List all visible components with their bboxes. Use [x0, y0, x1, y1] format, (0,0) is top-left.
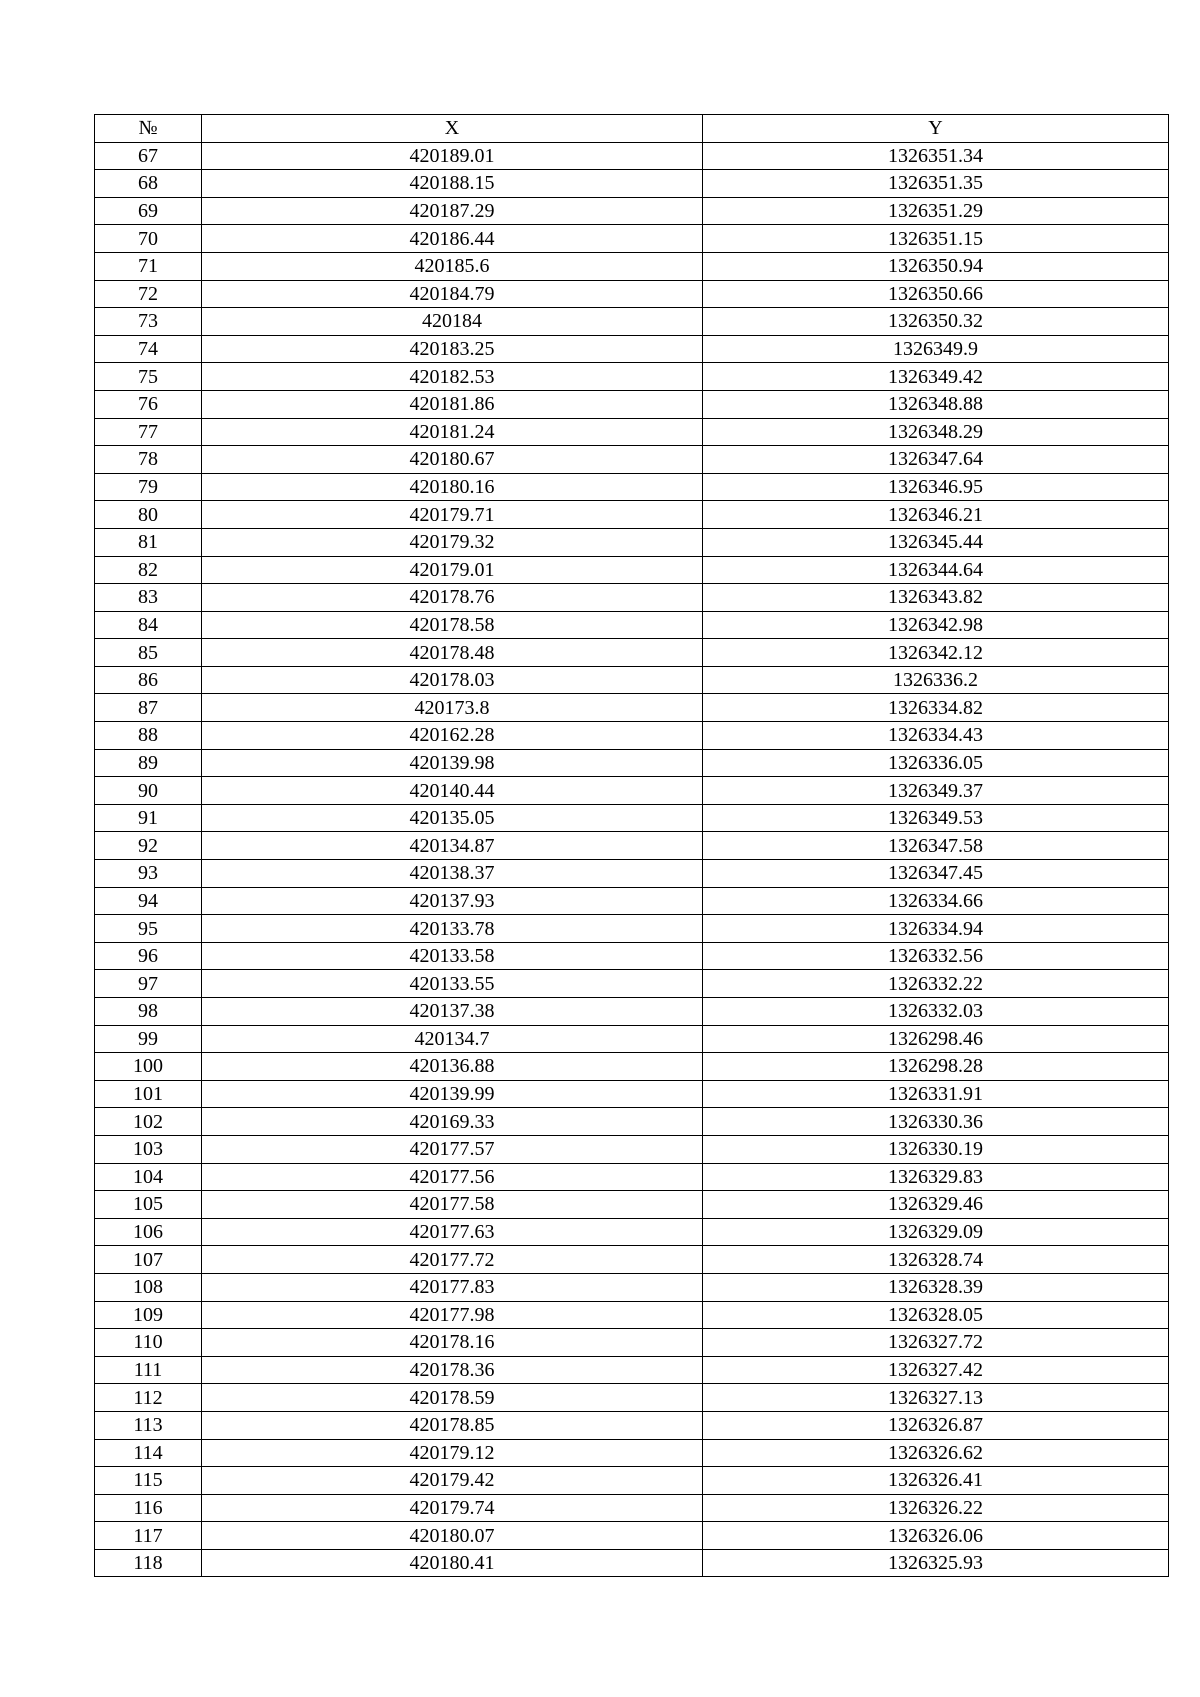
cell-y: 1326329.46 — [703, 1191, 1169, 1219]
table-row — [95, 1246, 1169, 1274]
cell-y: 1326326.41 — [703, 1467, 1169, 1495]
cell-x: 420178.16 — [202, 1329, 703, 1357]
table-row — [95, 1467, 1169, 1495]
cell-y: 1326350.66 — [703, 280, 1169, 308]
cell-number: 103 — [95, 1135, 202, 1163]
cell-number: 116 — [95, 1494, 202, 1522]
cell-number: 79 — [95, 473, 202, 501]
cell-x: 420179.71 — [202, 501, 703, 529]
cell-number: 75 — [95, 363, 202, 391]
cell-y: 1326330.19 — [703, 1135, 1169, 1163]
cell-number: 113 — [95, 1411, 202, 1439]
cell-number: 76 — [95, 390, 202, 418]
table-row — [95, 528, 1169, 556]
cell-x: 420134.7 — [202, 1025, 703, 1053]
cell-x: 420133.55 — [202, 970, 703, 998]
cell-y: 1326346.21 — [703, 501, 1169, 529]
table-body — [95, 142, 1169, 1577]
cell-y: 1326332.56 — [703, 942, 1169, 970]
cell-x: 420162.28 — [202, 722, 703, 750]
cell-y: 1326329.83 — [703, 1163, 1169, 1191]
cell-number: 80 — [95, 501, 202, 529]
cell-x: 420181.86 — [202, 390, 703, 418]
table-row — [95, 1494, 1169, 1522]
cell-number: 93 — [95, 860, 202, 888]
cell-y: 1326326.87 — [703, 1411, 1169, 1439]
cell-y: 1326328.05 — [703, 1301, 1169, 1329]
cell-y: 1326345.44 — [703, 528, 1169, 556]
table-row — [95, 804, 1169, 832]
table-row — [95, 335, 1169, 363]
table-row — [95, 1384, 1169, 1412]
cell-number: 109 — [95, 1301, 202, 1329]
cell-number: 111 — [95, 1356, 202, 1384]
cell-number: 74 — [95, 335, 202, 363]
table-row — [95, 915, 1169, 943]
cell-y: 1326347.64 — [703, 446, 1169, 474]
cell-y: 1326298.28 — [703, 1053, 1169, 1081]
cell-x: 420178.48 — [202, 639, 703, 667]
table-row — [95, 1191, 1169, 1219]
table-row — [95, 860, 1169, 888]
cell-number: 84 — [95, 611, 202, 639]
cell-x: 420138.37 — [202, 860, 703, 888]
cell-y: 1326328.39 — [703, 1273, 1169, 1301]
cell-y: 1326334.66 — [703, 887, 1169, 915]
cell-number: 90 — [95, 777, 202, 805]
cell-x: 420177.57 — [202, 1135, 703, 1163]
table-row — [95, 1108, 1169, 1136]
table-row — [95, 1439, 1169, 1467]
cell-number: 78 — [95, 446, 202, 474]
cell-x: 420180.07 — [202, 1522, 703, 1550]
cell-x: 420133.78 — [202, 915, 703, 943]
cell-y: 1326351.34 — [703, 142, 1169, 170]
table-row — [95, 446, 1169, 474]
table-row — [95, 694, 1169, 722]
cell-number: 68 — [95, 170, 202, 198]
table-row — [95, 142, 1169, 170]
cell-x: 420179.42 — [202, 1467, 703, 1495]
header-y: Y — [703, 115, 1169, 143]
cell-x: 420183.25 — [202, 335, 703, 363]
table-row — [95, 749, 1169, 777]
cell-x: 420184 — [202, 308, 703, 336]
cell-x: 420186.44 — [202, 225, 703, 253]
cell-number: 69 — [95, 197, 202, 225]
cell-number: 110 — [95, 1329, 202, 1357]
cell-x: 420134.87 — [202, 832, 703, 860]
cell-number: 95 — [95, 915, 202, 943]
cell-y: 1326298.46 — [703, 1025, 1169, 1053]
table-row — [95, 225, 1169, 253]
table-row — [95, 777, 1169, 805]
cell-y: 1326348.29 — [703, 418, 1169, 446]
cell-number: 112 — [95, 1384, 202, 1412]
cell-y: 1326334.43 — [703, 722, 1169, 750]
cell-number: 97 — [95, 970, 202, 998]
cell-x: 420180.67 — [202, 446, 703, 474]
cell-x: 420188.15 — [202, 170, 703, 198]
cell-x: 420177.63 — [202, 1218, 703, 1246]
cell-y: 1326330.36 — [703, 1108, 1169, 1136]
cell-x: 420133.58 — [202, 942, 703, 970]
table-row — [95, 722, 1169, 750]
cell-x: 420177.56 — [202, 1163, 703, 1191]
cell-x: 420179.74 — [202, 1494, 703, 1522]
cell-y: 1326347.45 — [703, 860, 1169, 888]
table-row — [95, 970, 1169, 998]
table-row — [95, 998, 1169, 1026]
cell-x: 420180.41 — [202, 1549, 703, 1577]
cell-number: 100 — [95, 1053, 202, 1081]
cell-number: 96 — [95, 942, 202, 970]
cell-number: 114 — [95, 1439, 202, 1467]
cell-y: 1326349.9 — [703, 335, 1169, 363]
cell-x: 420137.38 — [202, 998, 703, 1026]
cell-y: 1326334.94 — [703, 915, 1169, 943]
table-row — [95, 1163, 1169, 1191]
table-row — [95, 197, 1169, 225]
cell-y: 1326349.37 — [703, 777, 1169, 805]
cell-x: 420178.58 — [202, 611, 703, 639]
table-row — [95, 1273, 1169, 1301]
cell-x: 420139.99 — [202, 1080, 703, 1108]
cell-y: 1326351.15 — [703, 225, 1169, 253]
cell-x: 420178.36 — [202, 1356, 703, 1384]
cell-y: 1326329.09 — [703, 1218, 1169, 1246]
table-row — [95, 1356, 1169, 1384]
cell-x: 420180.16 — [202, 473, 703, 501]
cell-x: 420177.98 — [202, 1301, 703, 1329]
cell-number: 73 — [95, 308, 202, 336]
cell-x: 420179.12 — [202, 1439, 703, 1467]
coordinates-table — [94, 114, 1169, 1577]
cell-x: 420189.01 — [202, 142, 703, 170]
cell-number: 77 — [95, 418, 202, 446]
cell-x: 420139.98 — [202, 749, 703, 777]
header-number: № — [95, 115, 202, 143]
cell-x: 420177.72 — [202, 1246, 703, 1274]
table-row — [95, 832, 1169, 860]
cell-number: 99 — [95, 1025, 202, 1053]
table-row — [95, 170, 1169, 198]
cell-x: 420178.85 — [202, 1411, 703, 1439]
cell-number: 105 — [95, 1191, 202, 1219]
cell-x: 420187.29 — [202, 197, 703, 225]
cell-x: 420136.88 — [202, 1053, 703, 1081]
header-x: X — [202, 115, 703, 143]
table-row — [95, 1329, 1169, 1357]
table-row — [95, 280, 1169, 308]
cell-x: 420177.83 — [202, 1273, 703, 1301]
table-row — [95, 308, 1169, 336]
cell-x: 420173.8 — [202, 694, 703, 722]
cell-number: 86 — [95, 666, 202, 694]
table-row — [95, 584, 1169, 612]
cell-y: 1326331.91 — [703, 1080, 1169, 1108]
cell-number: 106 — [95, 1218, 202, 1246]
table-row — [95, 639, 1169, 667]
cell-y: 1326343.82 — [703, 584, 1169, 612]
cell-number: 81 — [95, 528, 202, 556]
cell-y: 1326346.95 — [703, 473, 1169, 501]
cell-y: 1326326.06 — [703, 1522, 1169, 1550]
cell-y: 1326327.72 — [703, 1329, 1169, 1357]
cell-number: 91 — [95, 804, 202, 832]
cell-y: 1326328.74 — [703, 1246, 1169, 1274]
cell-x: 420140.44 — [202, 777, 703, 805]
table-row — [95, 666, 1169, 694]
cell-number: 118 — [95, 1549, 202, 1577]
cell-number: 70 — [95, 225, 202, 253]
cell-number: 82 — [95, 556, 202, 584]
cell-y: 1326348.88 — [703, 390, 1169, 418]
cell-x: 420179.01 — [202, 556, 703, 584]
table-row — [95, 887, 1169, 915]
cell-y: 1326342.12 — [703, 639, 1169, 667]
cell-number: 71 — [95, 252, 202, 280]
cell-number: 117 — [95, 1522, 202, 1550]
cell-y: 1326351.29 — [703, 197, 1169, 225]
table-row — [95, 1080, 1169, 1108]
cell-x: 420137.93 — [202, 887, 703, 915]
table-row — [95, 1522, 1169, 1550]
table-header-row — [95, 115, 1169, 143]
cell-x: 420179.32 — [202, 528, 703, 556]
cell-y: 1326344.64 — [703, 556, 1169, 584]
table-row — [95, 363, 1169, 391]
table-row — [95, 942, 1169, 970]
table-row — [95, 1135, 1169, 1163]
table-row — [95, 418, 1169, 446]
cell-number: 115 — [95, 1467, 202, 1495]
cell-x: 420177.58 — [202, 1191, 703, 1219]
cell-number: 87 — [95, 694, 202, 722]
table-row — [95, 1053, 1169, 1081]
cell-y: 1326351.35 — [703, 170, 1169, 198]
cell-x: 420169.33 — [202, 1108, 703, 1136]
cell-x: 420181.24 — [202, 418, 703, 446]
cell-y: 1326349.42 — [703, 363, 1169, 391]
cell-x: 420185.6 — [202, 252, 703, 280]
table-row — [95, 390, 1169, 418]
cell-number: 101 — [95, 1080, 202, 1108]
cell-y: 1326326.22 — [703, 1494, 1169, 1522]
cell-x: 420184.79 — [202, 280, 703, 308]
cell-y: 1326327.13 — [703, 1384, 1169, 1412]
table-row — [95, 1411, 1169, 1439]
cell-number: 98 — [95, 998, 202, 1026]
cell-number: 67 — [95, 142, 202, 170]
table-row — [95, 473, 1169, 501]
cell-y: 1326350.94 — [703, 252, 1169, 280]
cell-number: 88 — [95, 722, 202, 750]
cell-y: 1326342.98 — [703, 611, 1169, 639]
cell-y: 1326332.22 — [703, 970, 1169, 998]
cell-x: 420178.03 — [202, 666, 703, 694]
table-row — [95, 1549, 1169, 1577]
table-row — [95, 1025, 1169, 1053]
cell-y: 1326336.2 — [703, 666, 1169, 694]
cell-number: 89 — [95, 749, 202, 777]
cell-x: 420178.59 — [202, 1384, 703, 1412]
cell-number: 104 — [95, 1163, 202, 1191]
cell-number: 85 — [95, 639, 202, 667]
cell-y: 1326334.82 — [703, 694, 1169, 722]
cell-number: 94 — [95, 887, 202, 915]
cell-y: 1326349.53 — [703, 804, 1169, 832]
cell-number: 102 — [95, 1108, 202, 1136]
cell-x: 420178.76 — [202, 584, 703, 612]
cell-x: 420182.53 — [202, 363, 703, 391]
table-row — [95, 556, 1169, 584]
cell-number: 83 — [95, 584, 202, 612]
cell-y: 1326326.62 — [703, 1439, 1169, 1467]
cell-y: 1326325.93 — [703, 1549, 1169, 1577]
table-row — [95, 611, 1169, 639]
cell-y: 1326327.42 — [703, 1356, 1169, 1384]
cell-number: 108 — [95, 1273, 202, 1301]
cell-number: 107 — [95, 1246, 202, 1274]
cell-y: 1326332.03 — [703, 998, 1169, 1026]
table-row — [95, 1301, 1169, 1329]
cell-number: 92 — [95, 832, 202, 860]
cell-x: 420135.05 — [202, 804, 703, 832]
cell-y: 1326336.05 — [703, 749, 1169, 777]
cell-number: 72 — [95, 280, 202, 308]
cell-y: 1326350.32 — [703, 308, 1169, 336]
table-row — [95, 501, 1169, 529]
cell-y: 1326347.58 — [703, 832, 1169, 860]
table-row — [95, 1218, 1169, 1246]
table-row — [95, 252, 1169, 280]
